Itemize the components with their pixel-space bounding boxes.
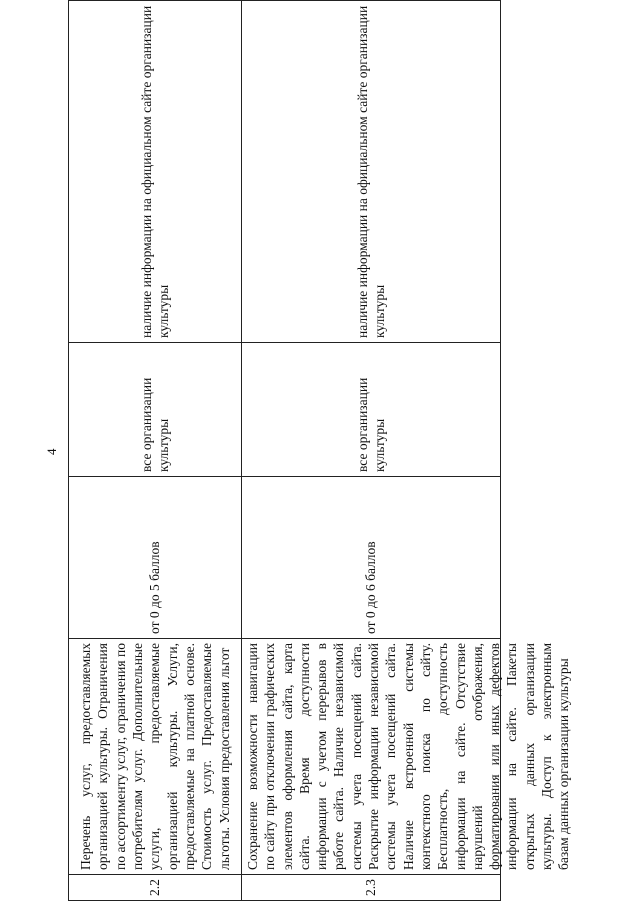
row-source: наличие информации на официальном сайте организации культуры	[242, 1, 501, 343]
row-number: 2.3	[242, 875, 501, 901]
row-description: Перечень услуг, предоставляемых организацией культуры. Ограничения по ассортименту услуг, ограничения по потребителям услуг. Дополнительные услуги, предоставляемые организацией культуры. Услуги, предоставляемые на платной основе. Стоимость услуг. Предоставляемые льготы. Условия предоставления льгот	[69, 639, 242, 875]
table-row	[242, 1, 501, 901]
table-row	[69, 1, 242, 901]
row-applies-to: все организации культуры	[69, 343, 242, 477]
page-number: 4	[44, 448, 59, 455]
row-score: от 0 до 5 баллов	[69, 477, 242, 639]
row-description-cell	[242, 639, 572, 875]
criteria-table	[68, 0, 572, 901]
row-applies-to: все организации культуры	[242, 343, 501, 477]
row-description: Сохранение возможности навигации по сайту при отключении графических элементов оформления сайта, карта сайта. Время доступности информации с учетом перерывов в работе сайта. Наличие независимой системы учета посещений сайта. Раскрытие информации независимой системы учета посещений сайта. Наличие встроенной системы контекстного поиска по сайту. Бесплатность, доступность информации на сайте. Отсутствие нарушений отображения, форматирования или иных дефектов информации на сайте. Пакеты открытых данных организации культуры. Доступ к электронным базам данных организации культуры	[245, 643, 572, 870]
row-score: от 0 до 6 баллов	[242, 477, 501, 639]
row-number: 2.2	[69, 875, 242, 901]
row-source: наличие информации на официальном сайте организации культуры	[69, 1, 242, 343]
